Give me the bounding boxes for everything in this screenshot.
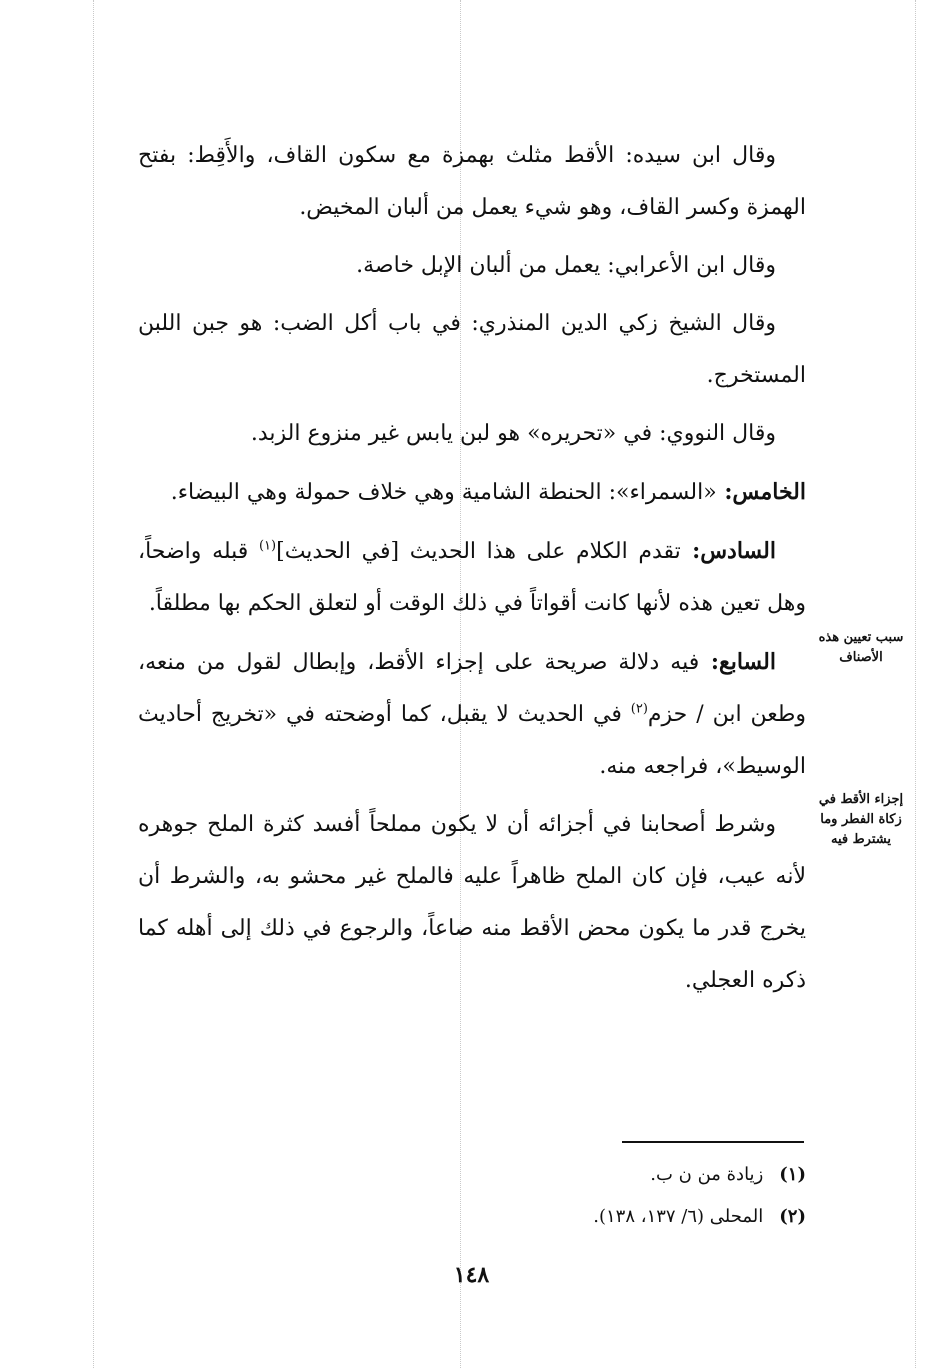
scan-dot-line bbox=[93, 0, 94, 1368]
margin-note: إجزاء الأقط في زكاة الفطر وما يشترط فيه bbox=[818, 792, 904, 847]
footnote bbox=[300, 1154, 806, 1196]
paragraph-text: «السمراء»: الحنطة الشامية وهي خلاف حمولة وهي البيضاء. bbox=[170, 480, 717, 505]
paragraph-text: في الحديث لا يقبل، كما أوضحته في «تخريج أحاديث الوسيط»، فراجعه منه. bbox=[138, 702, 806, 779]
footnote-ref[interactable]: (٢) bbox=[630, 701, 648, 717]
footnote-ref[interactable]: (١) bbox=[258, 538, 277, 554]
paragraph-text: وقال النووي: في «تحريره» هو لبن يابس غير منزوع الزبد. bbox=[250, 421, 776, 446]
footnote bbox=[300, 1196, 806, 1238]
paragraph-lead: السادس: bbox=[680, 538, 777, 564]
paragraph bbox=[138, 298, 806, 402]
paragraph bbox=[138, 525, 806, 630]
paragraph-text: وقال ابن الأعرابي: يعمل من ألبان الإبل خاصة. bbox=[356, 253, 776, 278]
paragraph-text: وقال ابن سيده: الأقط مثلث بهمزة مع سكون القاف، والأَقِط: بفتح الهمزة وكسر القاف، وهو شيء يعمل من ألبان المخيض. bbox=[138, 143, 806, 220]
footnote-number: (١) bbox=[779, 1164, 806, 1185]
footnotes bbox=[300, 1154, 806, 1238]
paragraph bbox=[138, 240, 806, 292]
footnote-number: (٢) bbox=[779, 1206, 806, 1227]
paragraph-text: تقدم الكلام على هذا الحديث [في الحديث] bbox=[276, 539, 681, 564]
main-text bbox=[138, 130, 806, 1013]
paragraph-text: وقال الشيخ زكي الدين المنذري: في باب أكل الضب: هو جبن اللبن المستخرج. bbox=[138, 311, 806, 388]
paragraph-text: قبله واضحاً، وهل تعين هذه لأنها كانت أقواتاً في ذلك الوقت أو لتعلق الحكم بها مطلقاً. bbox=[138, 539, 806, 616]
paragraph bbox=[138, 466, 806, 519]
page-number: ١٤٨ bbox=[453, 1262, 490, 1288]
footnote-text: زيادة من ن ب. bbox=[650, 1164, 764, 1185]
paragraph bbox=[138, 408, 806, 460]
paragraph-text: وشرط أصحابنا في أجزائه أن لا يكون مملحاً أفسد كثرة الملح جوهره لأنه عيب، فإن كان الملح ظاهراً عليه فالملح غير محشو به، والشرط أن يخرج قدر ما يكون محض الأقط منه صاعاً، والرجوع في ذلك إلى أهله كما ذكره العجلي. bbox=[138, 812, 806, 993]
footnote-text: المحلى (٦/ ١٣٧، ١٣٨). bbox=[593, 1206, 764, 1227]
paragraph-lead: السابع: bbox=[699, 649, 777, 675]
paragraph bbox=[138, 799, 806, 1007]
paragraph bbox=[138, 130, 806, 234]
paragraph bbox=[138, 636, 806, 793]
paragraph-text: فيه دلالة صريحة على إجزاء الأقط، وإبطال لقول من منعه، وطعن ابن / حزم bbox=[138, 650, 806, 727]
paragraph-lead: الخامس: bbox=[716, 479, 806, 505]
scan-dot-line bbox=[915, 0, 916, 1368]
margin-note: سبب تعيين هذه الأصناف bbox=[818, 630, 904, 665]
footnote-divider bbox=[622, 1141, 804, 1143]
